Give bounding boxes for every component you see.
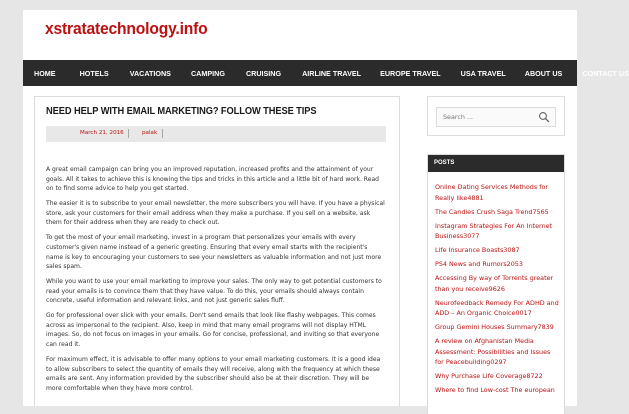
widget-title-label: POSTS bbox=[434, 160, 455, 166]
post-link[interactable]: A review on Afghanistan Media Assessment: Possibilities and Issues for Peacebuilding0297 bbox=[435, 337, 551, 367]
post-date[interactable]: March 21, 2016 bbox=[80, 130, 124, 136]
nav-item-home[interactable]: HOME bbox=[34, 68, 56, 78]
meta-divider bbox=[162, 129, 163, 138]
site-title[interactable]: xstratatechnology.info bbox=[45, 19, 208, 38]
post-link[interactable]: Instagram Strategies For An Internet Business3077 bbox=[435, 221, 553, 241]
post-link[interactable]: Why Purchase Life Coverage8722 bbox=[435, 372, 543, 381]
post-paragraph: Go for professional over slick with your emails. Don't send emails that look like flashy webpages. This comes across as impersonal to the recipient. Also, keep in mind that many email programs will not display HTML images. So, do not focus on images in your emails. Go for concise, professional, and inviting so that everyone can read it. bbox=[46, 312, 380, 349]
post-link[interactable]: Online Dating Services Methods for Really like4881 bbox=[435, 183, 548, 202]
search-widget bbox=[427, 96, 565, 136]
post-link[interactable]: Life Insurance Boasts3087 bbox=[435, 246, 520, 255]
post-paragraph: To get the most of your email marketing, invest in a program that personalizes your emails with every customer's given name instead of a generic greeting. Ensuring that every email starts with the recipient's name is key to encouraging your customers to see your newsletters as valuable information and not just more sales spam. bbox=[46, 234, 382, 271]
post-link[interactable]: PS4 News and Rumors2053 bbox=[435, 260, 523, 269]
nav-item-about-us[interactable]: ABOUT US bbox=[524, 68, 563, 78]
meta-divider bbox=[128, 129, 129, 138]
post-link[interactable]: Neurofeedback Remedy For ADHD and ADD – An Organic Choice0017 bbox=[435, 298, 559, 318]
main-area bbox=[23, 86, 577, 406]
post-paragraph: For maximum effect, it is advisable to offer many options to your email marketing customers. It is a good idea to allow subscribers to select the quantity of emails they will receive, along with the frequency at which these emails are sent. Any information provided by the subscriber should also be at their discretion. They will be more comfortable when they have more control. bbox=[46, 356, 381, 392]
post-link[interactable]: Where to find Low-cost The european bbox=[435, 386, 555, 395]
post-author[interactable]: palak bbox=[142, 130, 158, 136]
posts-list bbox=[435, 182, 561, 399]
widget-title bbox=[428, 155, 564, 172]
nav-item-camping[interactable]: CAMPING bbox=[190, 68, 225, 78]
post-article bbox=[34, 96, 400, 407]
post-link[interactable]: Group Gemini Houses Summary7839 bbox=[435, 323, 554, 332]
nav-item-airline-travel[interactable]: AIRLINE TRAVEL bbox=[302, 68, 362, 78]
sidebar bbox=[427, 96, 565, 406]
post-link[interactable]: Accessing By way of Torrents greater than you receive9626 bbox=[435, 274, 554, 293]
post-body bbox=[46, 165, 386, 399]
nav-item-cruising[interactable]: CRUISING bbox=[245, 68, 282, 78]
nav-item-usa-travel[interactable]: USA TRAVEL bbox=[460, 68, 506, 78]
post-paragraph: A great email campaign can bring you an improved reputation, increased profits and the attainment of your goals. All it takes to achieve this is knowing the tips and tricks in this article and a little bit of hard work. Read on to find some advice to help you get started. bbox=[46, 166, 379, 193]
nav-item-europe-travel[interactable]: EUROPE TRAVEL bbox=[380, 68, 441, 78]
post-paragraph: The easier it is to subscribe to your email newsletter, the more subscribers you will have. If you have a physical store, ask your customers for their email address when they make a purchase. If you sell on a website, ask them for their address when they are ready to check out. bbox=[46, 200, 385, 227]
post-title[interactable]: NEED HELP WITH EMAIL MARKETING? FOLLOW THESE TIPS bbox=[46, 106, 317, 117]
nav-item-vacations[interactable]: VACATIONS bbox=[129, 68, 171, 78]
site-header bbox=[23, 10, 577, 60]
nav-item-hotels[interactable]: HOTELS bbox=[79, 68, 109, 78]
nav-item-contact-us[interactable]: CONTACT US bbox=[582, 68, 629, 78]
post-meta bbox=[46, 126, 386, 142]
posts-widget bbox=[427, 154, 565, 414]
main-nav bbox=[23, 60, 629, 86]
post-link[interactable]: The Candies Crush Saga Trend7565 bbox=[435, 207, 549, 216]
post-paragraph: While you want to use your email marketing to improve your sales. The only way to get potential customers to read your emails is to convince them that they have value. To do this, your emails should always contain concrete, useful information and relevant links, and not just generic sales fluff. bbox=[46, 278, 382, 305]
search-icon[interactable] bbox=[538, 111, 550, 123]
